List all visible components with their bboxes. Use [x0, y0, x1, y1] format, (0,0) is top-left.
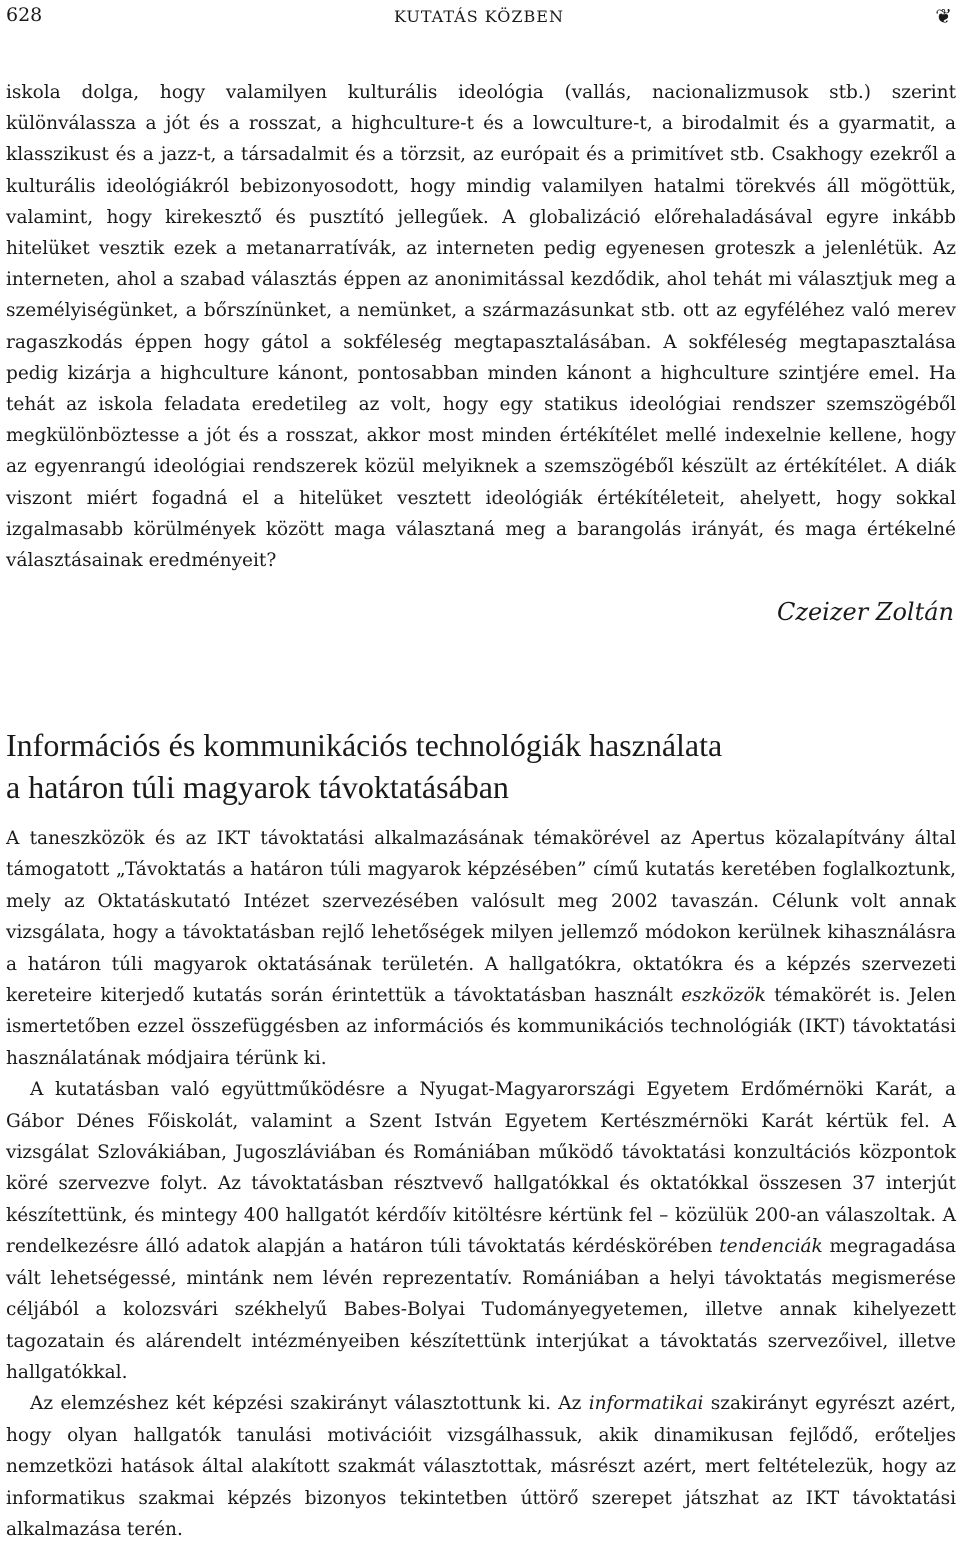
paragraph: [6, 1388, 956, 1545]
paragraph-text: Az elemzéshez két képzési szakirányt választottunk ki. Az: [30, 1393, 589, 1415]
italic-term: informatikai: [588, 1393, 704, 1415]
paragraph-text: témakörét is. Jelen ismertetőben ezzel összefüggésben az információs és kommunikációs technológiák (IKT) távoktatási használatának módjaira térünk ki.: [6, 985, 957, 1069]
italic-term: eszközök: [681, 985, 766, 1007]
paragraph-text: A kutatásban való együttműködésre a Nyugat-Magyarországi Egyetem Erdőmérnöki Karát, a Gábor Dénes Főiskolát, valamint a Szent István Egyetem Kertészmérnöki Karát kértük fel. A vizsgálat Szlovákiában, Jugoszláviában és Romániában működő távoktatási konzultációs központok köré szervezve folyt. Az távoktatásban résztvevő hallgatókkal és oktatókkal összesen 37 interjút készítettünk, és mintegy 400 hallgatót kérdőív kitöltésre kértünk fel – közülük 200-an válaszoltak. A rendelkezésre álló adatok alapján a határon túli távoktatás kérdéskörében: [6, 1079, 956, 1258]
author-signature: Czeizer Zoltán: [776, 598, 954, 626]
previous-article-text: [6, 77, 956, 576]
paragraph-text: A taneszközök és az IKT távoktatási alkalmazásának témakörével az Apertus közalapítvány által támogatott „Távoktatás a határon túli magyarok képzésében” című kutatás keretében foglalkoztunk, mely az Oktatáskutató Intézet szervezésében valósult meg 2002 tavaszán. Célunk volt annak vizsgálata, hogy a távoktatásban rejlő lehetőségek milyen jellemző módokon kerülnek kihasználásra a határon túli magyarok oktatásának területén. A hallgatókra, oktatókra és a képzés szervezeti kereteire kiterjedő kutatás során érintettük a távoktatásban használt: [6, 828, 956, 1007]
paragraph-text: megragadása vált lehetségessé, mintánk nem lévén reprezentatív. Romániában a helyi távoktatás megismerése céljából a kolozsvári székhelyű Babes-Bolyai Tudományegyetemen, illetve annak kihelyezett tagozatain és alárendelt intézményeiben készítettünk interjúkat a távoktatás szervezőivel, illetve hallgatókkal.: [6, 1236, 956, 1383]
running-head: [6, 4, 952, 34]
page-number: 628: [6, 4, 43, 26]
article-title-line-2: a határon túli magyarok távoktatásában: [6, 769, 509, 805]
paragraph-text: szakirányt egyrészt azért, hogy olyan hallgatók tanulási motivációit vizsgálhassuk, akik dinamikusan fejlődő, erőteljes nemzetközi hatások által alakított szakmát választottak, másrészt azért, mert feltételezük, hogy az informatikus szakmai képzés bizonyos tekintetben úttörő szerepet játszhat az IKT távoktatási alkalmazása terén.: [6, 1393, 956, 1540]
article-title-line-1: Információs és kommunikációs technológiák használata: [6, 727, 723, 763]
paragraph: iskola dolga, hogy valamilyen kulturális ideológia (vallás, nacionalizmusok stb.) szerint különválassza a jót és a rosszat, a highculture-t és a lowculture-t, a birodalmit és a gyarmatit, a klasszikust és a jazz-t, a társadalmit és a törzsit, az európait és a primitívet stb. Csakhogy ezekről a kulturális ideológiákról bebizonyosodott, hogy mindig valamilyen hatalmi törekvés áll mögöttük, valamint, hogy kirekesztő és pusztító jellegűek. A globalizáció előrehaladásával egyre inkább hitelüket vesztik ezek a metanarratívák, az interneten pedig egyenesen groteszk a jelenlétük. Az interneten, ahol a szabad választás éppen az anonimitással kezdődik, ahol tehát mi választjuk meg a személyiségünket, a bőrszínünket, a nemünket, a származásunkat stb. ott az egyféléhez való merev ragaszkodás éppen hogy gátol a sokféleség megtapasztalásában. A sokféleség megtapasztalása pedig kizárja a highculture kánont, pontosabban minden kánont a highculture szintjére emel. Ha tehát az iskola feladata eredetileg az volt, hogy egy statikus ideológiai rendszer szemszögéből megkülönböztesse a jót és a rosszat, akkor most minden értékítélet mellé indexelnie kellene, hogy az egyenrangú ideológiai rendszerek közül melyiknek a szemszögéből készült az értékítélet. A diák viszont miért fogadná el a hitelüket vesztett ideológiák értékítéleteit, ahelyett, hogy sokkal izgalmasabb körülmények között maga választaná meg a barangolás irányát, és maga értékelné választásainak eredményeit?: [6, 82, 956, 572]
paragraph: [6, 1074, 956, 1388]
italic-term: tendenciák: [719, 1236, 823, 1258]
paragraph: [6, 823, 956, 1074]
article-title: [6, 724, 946, 808]
article-body: [6, 823, 956, 1545]
running-title: KUTATÁS KÖZBEN: [394, 7, 564, 26]
fleuron-icon: ❦: [935, 4, 952, 28]
